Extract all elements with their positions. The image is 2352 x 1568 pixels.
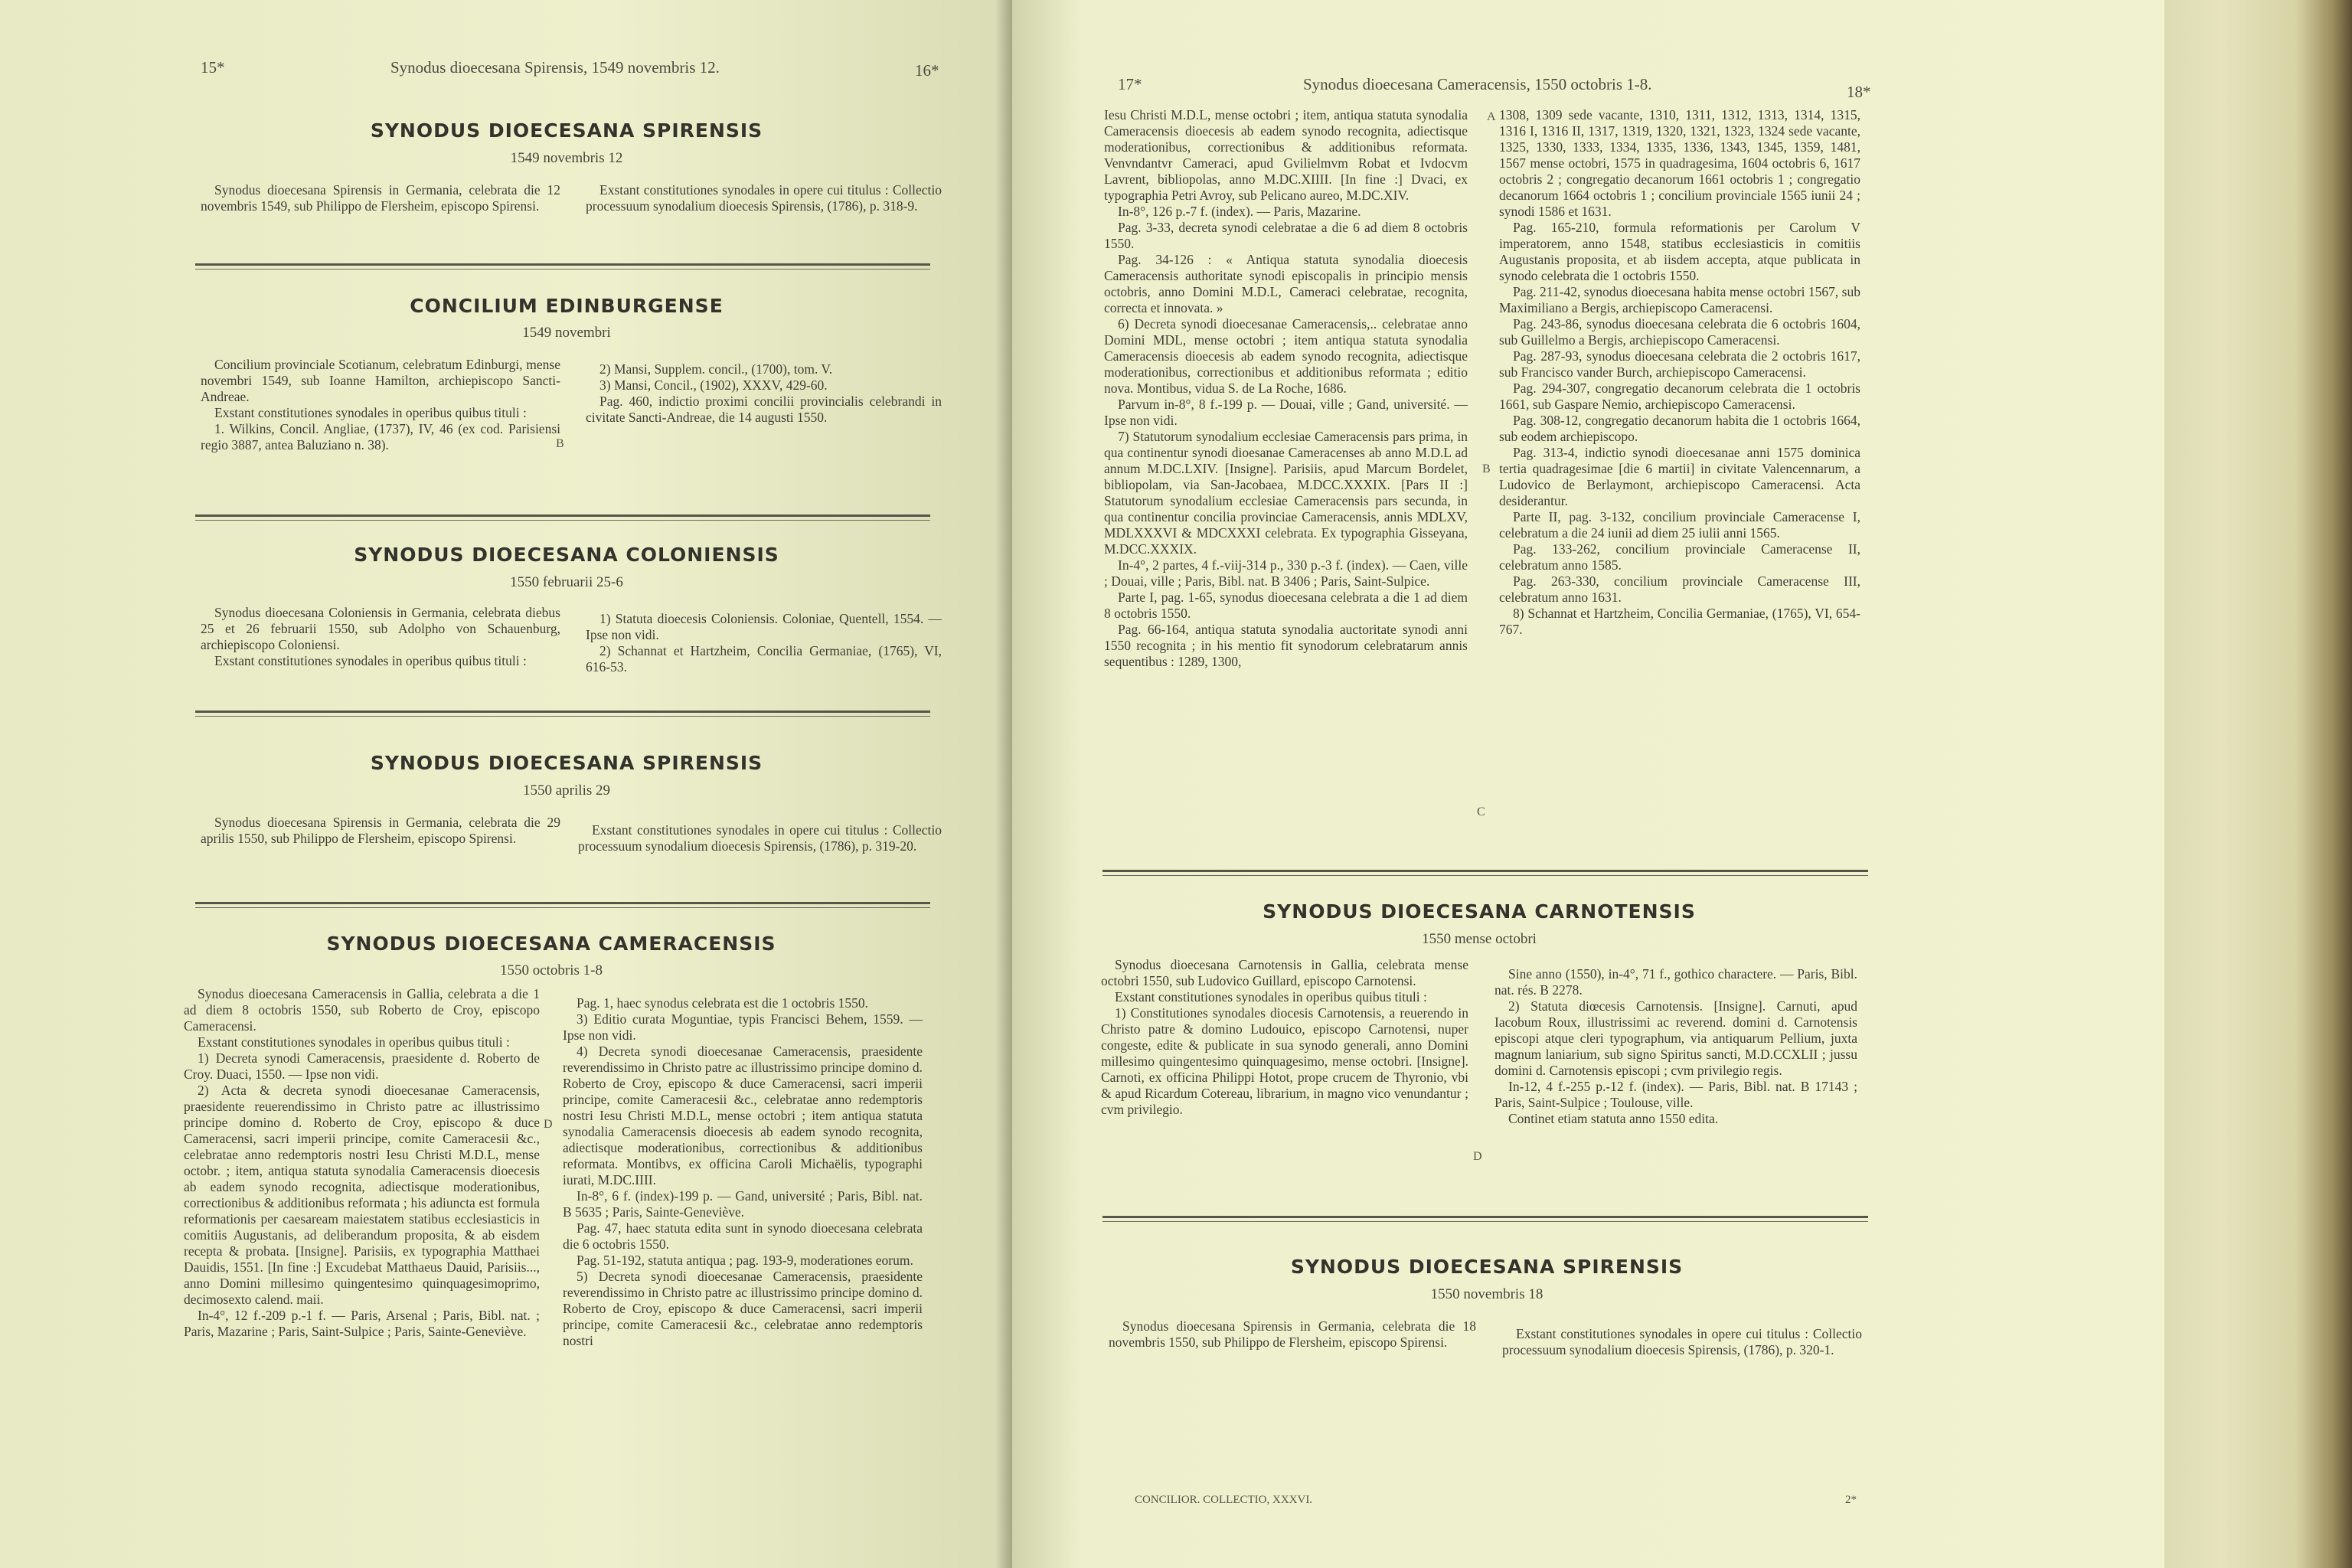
section-title: SYNODUS DIOECESANA COLONIENSIS — [354, 544, 779, 566]
page-number-left: 17* — [1118, 75, 1142, 93]
footer-signature: CONCILIOR. COLLECTIO, XXXVI. — [1135, 1494, 1313, 1506]
section-divider — [195, 902, 930, 904]
page-number-right: 16* — [915, 61, 939, 80]
section-date: 1549 novembri — [522, 325, 611, 341]
page-number-right: 18* — [1847, 83, 1871, 101]
margin-letter: D — [1473, 1150, 1482, 1163]
book-page-edges — [2164, 0, 2352, 1568]
section-title: SYNODUS DIOECESANA SPIRENSIS — [1290, 1256, 1684, 1278]
section-divider-thin — [195, 907, 930, 908]
section-date: 1550 februarii 25-6 — [510, 574, 623, 590]
column-b: Exstant constitutiones synodales in opere cui titulus : Collectio processuum synodalium dioecesis Spirensis, (1786), p. 320-1. — [1502, 1326, 1862, 1357]
section-title: CONCILIUM EDINBURGENSE — [410, 295, 724, 317]
section-divider-thin — [195, 716, 930, 717]
section-title: SYNODUS DIOECESANA SPIRENSIS — [370, 119, 763, 142]
section-divider-thin — [195, 269, 930, 270]
right-page — [1012, 0, 2164, 1568]
section-divider-thin — [1102, 1221, 1868, 1222]
column-b: Exstant constitutiones synodales in opere cui titulus : Collectio processuum synodalium dioecesis Spirensis, (1786), p. 319-20. — [578, 822, 942, 854]
column-b: Sine anno (1550), in-4°, 71 f., gothico charactere. — Paris, Bibl. nat. rés. B 2278. 2) Statuta diœcesis Carnotensis. [Insigne]. Carnuti, apud Iacobum Roux, illustrissimi ac reverend. domini d. Carnotensis episcopi atque cleri typographum, via antiquarum Pellium, juxta magnum laniarium, sub signo Spiritus sancti, M.D.CCXLII ; jussu domini d. Carnotensis episcopi ; cvm privilegio regis. In-12, 4 f.-255 p.-12 f. (index). — Paris, Bibl. nat. B 17143 ; Paris, Saint-Sulpice ; Toulouse, ville. Continet etiam statuta anno 1550 edita. — [1494, 966, 1857, 1126]
column-b: 2) Mansi, Supplem. concil., (1700), tom. V. 3) Mansi, Concil., (1902), XXXV, 429-60. Pag. 460, indictio proximi concilii provincialis celebrandi in civitate Sancti-Andreae, die 14 augusti 1550. — [586, 361, 942, 425]
column-a: Iesu Christi M.D.L, mense octobri ; item, antiqua statuta synodalia Cameracensis dioecesis ab eadem synodo recognita, adiectisque moderationibus, correctionibus & additionibus reformata. Venvndantvr Cameraci, apud Gvilielmvm Robat et Ivdocvm Lavrent, bibliopolas, anno M.DC.XIIII. [In fine :] Dvaci, ex typographia Petri Avroy, sub Pelicano aureo, M.DC.XIV. In-8°, 126 p.-7 f. (index). — Paris, Mazarine. Pag. 3-33, decreta synodi celebratae a die 6 ad diem 8 octobris 1550. Pag. 34-126 : « Antiqua statuta synodalia dioecesis Cameracensis authoritate synodi episcopalis in principio mensis octobris, anno Domini M.D.L, Cameraci celebratae, recognita, correcta et innovata. » 6) Decreta synodi dioecesanae Cameracensis,.. celebratae anno Domini MDL, mense octobri ; item antiqua statuta synodalia Cameracensis dioecesis ab eadem synodo recognita, adiectisque moderationibus, correctionibus et additionibus reformata ; editio nova. Montibus, vidua S. de La Roche, 1686. Parvum in-8°, 8 f.-199 p. — Douai, ville ; Gand, université. — Ipse non vidi. 7) Statutorum synodalium ecclesiae Cameracensis pars prima, in qua continentur synodi dioesanae Cameracenses ab anno M.D.L ad annum M.DC.LXIV. [Insigne]. Parisiis, apud Marcum Bordelet, bibliopolam, via San-Jacobaea, M.DCC.XXXIX. [Pars II :] Statutorum synodalium ecclesiae Cameracensis pars secunda, in qua continentur concilia provinciae Cameracensis, annis MDLXV, MDLXXXVI & MDCXXXI celebrata. Ex typographia Gisseyana, M.DCC.XXXIX. In-4°, 2 partes, 4 f.-viij-314 p., 330 p.-3 f. (index). — Caen, ville ; Douai, ville ; Paris, Bibl. nat. B 3406 ; Paris, Saint-Sulpice. Parte I, pag. 1-65, synodus dioecesana celebrata a die 1 ad diem 8 octobris 1550. Pag. 66-164, antiqua statuta synodalia auctoritate synodi anni 1550 recognita ; in his mentio fit synodorum celebratarum annis sequentibus : 1289, 1300, — [1104, 107, 1468, 669]
section-divider — [1102, 1216, 1868, 1218]
margin-letter: A — [1487, 110, 1496, 123]
page-number-left: 15* — [201, 58, 225, 77]
section-divider-thin — [1102, 875, 1868, 876]
margin-letter: B — [556, 437, 564, 450]
section-date: 1550 octobris 1-8 — [499, 962, 603, 978]
margin-letter: D — [544, 1118, 553, 1131]
section-date: 1550 mense octobri — [1422, 931, 1537, 947]
column-b: 1308, 1309 sede vacante, 1310, 1311, 1312, 1313, 1314, 1315, 1316 I, 1316 II, 1317, 1319, 1320, 1321, 1323, 1324 sede vacante, 1325, 1330, 1333, 1334, 1335, 1336, 1343, 1345, 1359, 1481, 1567 mense octobri, 1575 in quadragesima, 1604 octobris 6, 1617 octobris 2 ; congregatio decanorum 1661 octobris 1 ; congregatio decanorum 1664 octobris 1 ; concilium provinciale 1565 iunii 24 ; synodi 1586 et 1631. Pag. 165-210, formula reformationis per Carolum V imperatorem, anno 1548, statibus ecclesiasticis in comitiis Augustanis proposita, et ab iisdem accepta, atque publicata in synodo celebrata die 1 octobris 1550. Pag. 211-42, synodus dioecesana habita mense octobri 1567, sub Maximiliano a Bergis, archiepiscopo Cameracensi. Pag. 243-86, synodus dioecesana celebrata die 6 octobris 1604, sub Guillelmo a Bergis, archiepiscopo Cameracensi. Pag. 287-93, synodus dioecesana celebrata die 2 octobris 1617, sub Francisco vander Burch, archiepiscopo Cameracensi. Pag. 294-307, congregatio decanorum celebrata die 1 octobris 1661, sub Gaspare Nemio, archiepiscopo Cameracensi. Pag. 308-12, congregatio decanorum habita die 1 octobris 1664, sub eodem archiepiscopo. Pag. 313-4, indictio synodi dioecesanae anni 1575 dominica tertia quadragesimae [die 6 martii] in civitate Valencennarum, a Ludovico de Berlaymont, archiepiscopo Cameracensi. Acta desiderantur. Parte II, pag. 3-132, concilium provinciale Cameracense I, celebratum a die 24 iunii ad diem 25 iulii anni 1565. Pag. 133-262, concilium provinciale Cameracense II, celebratum anno 1585. Pag. 263-330, concilium provinciale Cameracense III, celebratum anno 1631. 8) Schannat et Hartzheim, Concilia Germaniae, (1765), VI, 654-767. — [1499, 107, 1860, 637]
column-a: Synodus dioecesana Spirensis in Germania, celebrata die 18 novembris 1550, sub Philippo de Flersheim, episcopo Spirensi. — [1109, 1318, 1476, 1350]
section-title: SYNODUS DIOECESANA CAMERACENSIS — [326, 933, 776, 955]
column-a: Synodus dioecesana Coloniensis in Germania, celebrata diebus 25 et 26 februarii 1550, sub Adolpho von Schauenburg, archiepiscopo Coloniensi. Exstant constitutiones synodales in operibus quibus tituli : — [201, 605, 560, 668]
running-title: Synodus dioecesana Cameracensis, 1550 octobris 1-8. — [1303, 75, 1652, 93]
section-date: 1550 aprilis 29 — [523, 782, 610, 799]
margin-letter: B — [1482, 462, 1491, 475]
column-a: Synodus dioecesana Spirensis in Germania, celebrata die 29 aprilis 1550, sub Philippo de Flersheim, episcopo Spirensi. — [201, 815, 560, 846]
margin-letter: C — [1477, 805, 1485, 818]
section-date: 1550 novembris 18 — [1430, 1286, 1544, 1302]
section-title: SYNODUS DIOECESANA CARNOTENSIS — [1263, 900, 1696, 923]
column-a: Concilium provinciale Scotianum, celebratum Edinburgi, mense novembri 1549, sub Ioanne Hamilton, archiepiscopo Sancti-Andreae. Exstant constitutiones synodales in operibus quibus tituli : 1. Wilkins, Concil. Angliae, (1737), IV, 46 (ex cod. Parisiensi regio 3887, antea Baluziano n. 38). — [201, 357, 560, 452]
section-divider — [195, 710, 930, 713]
column-a: Synodus dioecesana Carnotensis in Gallia, celebrata mense octobri 1550, sub Ludovico Guillard, episcopo Carnotensi. Exstant constitutiones synodales in operibus quibus tituli : 1) Constitutiones synodales diocesis Carnotensis, a reuerendo in Christo patre & domino Ludouico, episcopo Carnotensi, nuper congeste, edite & publicate in sua synodo generali, anno Domini millesimo quingentesimo quinquagesimo, mense octobri. [Insigne]. Carnoti, ex officina Philippi Hotot, prope crucem de Thyronio, vbi & apud Ricardum Cotereau, librarium, in magno vico venundantur ; cvm privilegio. — [1101, 957, 1468, 1117]
column-b: Pag. 1, haec synodus celebrata est die 1 octobris 1550. 3) Editio curata Moguntiae, typis Francisci Behem, 1559. — Ipse non vidi. 4) Decreta synodi dioecesanae Cameracensis, praesidente reverendissimo in Christo patre ac illustrissimo principe domino d. Roberto de Croy, episcopo & duce Cameracensi, sacri imperii principe, comite Cameracesii &c., celebratae anno redemptoris nostri Iesu Christi M.D.L, mense octobri ; item antiqua statuta synodalia Cameracensis dioecesis ab eadem synodo recognita, adiectisque moderationibus, correctionibus & additionibus reformata. Montibvs, ex officina Caroli Michaëlis, typographi iurati, M.DC.IIII. In-8°, 6 f. (index)-199 p. — Gand, université ; Paris, Bibl. nat. B 5635 ; Paris, Sainte-Geneviève. Pag. 47, haec statuta edita sunt in synodo dioecesana celebrata die 6 octobris 1550. Pag. 51-192, statuta antiqua ; pag. 193-9, moderationes eorum. 5) Decreta synodi dioecesanae Cameracensis, praesidente reverendissimo in Christo patre ac illustrissimo principe domino d. Roberto de Croy, episcopo & duce Cameracensi, sacri imperii principe, comite Cameracesii &c., celebratae anno redemptoris nostri — [563, 995, 923, 1348]
column-b: 1) Statuta dioecesis Coloniensis. Coloniae, Quentell, 1554. — Ipse non vidi. 2) Schannat et Hartzheim, Concilia Germaniae, (1765), VI, 616-53. — [586, 611, 942, 675]
footer-gathering-mark: 2* — [1845, 1494, 1857, 1506]
section-divider — [195, 263, 930, 266]
left-page — [0, 0, 1012, 1568]
section-divider-thin — [195, 520, 930, 521]
running-title: Synodus dioecesana Spirensis, 1549 novembris 12. — [390, 58, 720, 77]
column-a: Synodus dioecesana Cameracensis in Gallia, celebrata a die 1 ad diem 8 octobris 1550, sub Roberto de Croy, episcopo Cameracensi. Exstant constitutiones synodales in operibus quibus tituli : 1) Decreta synodi Cameracensis, praesidente d. Roberto de Croy. Duaci, 1550. — Ipse non vidi. 2) Acta & decreta synodi dioecesanae Cameracensis, praesidente reuerendissimo in Christo patre ac illustrissimo principe domino d. Roberto de Croy, episcopo & duce Cameracensi, sacri imperii principe, comite Cameracesii &c., celebratae anno redemptoris nostri Iesu Christi M.D.L, mense octobr. ; item, antiqua statuta synodalia Cameracensis dioecesis ab eadem synodo recognita, adiectisque moderationibus, correctionibus & additionibus reformata ; his adiuncta est formula reformationis per caesaream maiestatem statibus ecclesiasticis in comitiis Augustanis, ad deliberandum proposita, & ab eisdem recepta & probata. [Insigne]. Parisiis, ex typographia Matthaei Dauidis, 1551. [In fine :] Excudebat Matthaeus Dauid, Parisiis..., anno Domini millesimo quingentesimo quinquagesimoprimo, decimosexto calend. maii. In-4°, 12 f.-209 p.-1 f. — Paris, Arsenal ; Paris, Bibl. nat. ; Paris, Mazarine ; Paris, Saint-Sulpice ; Paris, Sainte-Geneviève. — [184, 986, 540, 1339]
column-b: Exstant constitutiones synodales in opere cui titulus : Collectio processuum synodalium dioecesis Spirensis, (1786), p. 318-9. — [586, 182, 942, 214]
section-title: SYNODUS DIOECESANA SPIRENSIS — [370, 752, 763, 774]
section-date: 1549 novembris 12 — [510, 150, 623, 166]
section-divider — [195, 514, 930, 517]
section-divider — [1102, 870, 1868, 872]
column-a: Synodus dioecesana Spirensis in Germania, celebrata die 12 novembris 1549, sub Philippo de Flersheim, episcopo Spirensi. — [201, 182, 560, 214]
